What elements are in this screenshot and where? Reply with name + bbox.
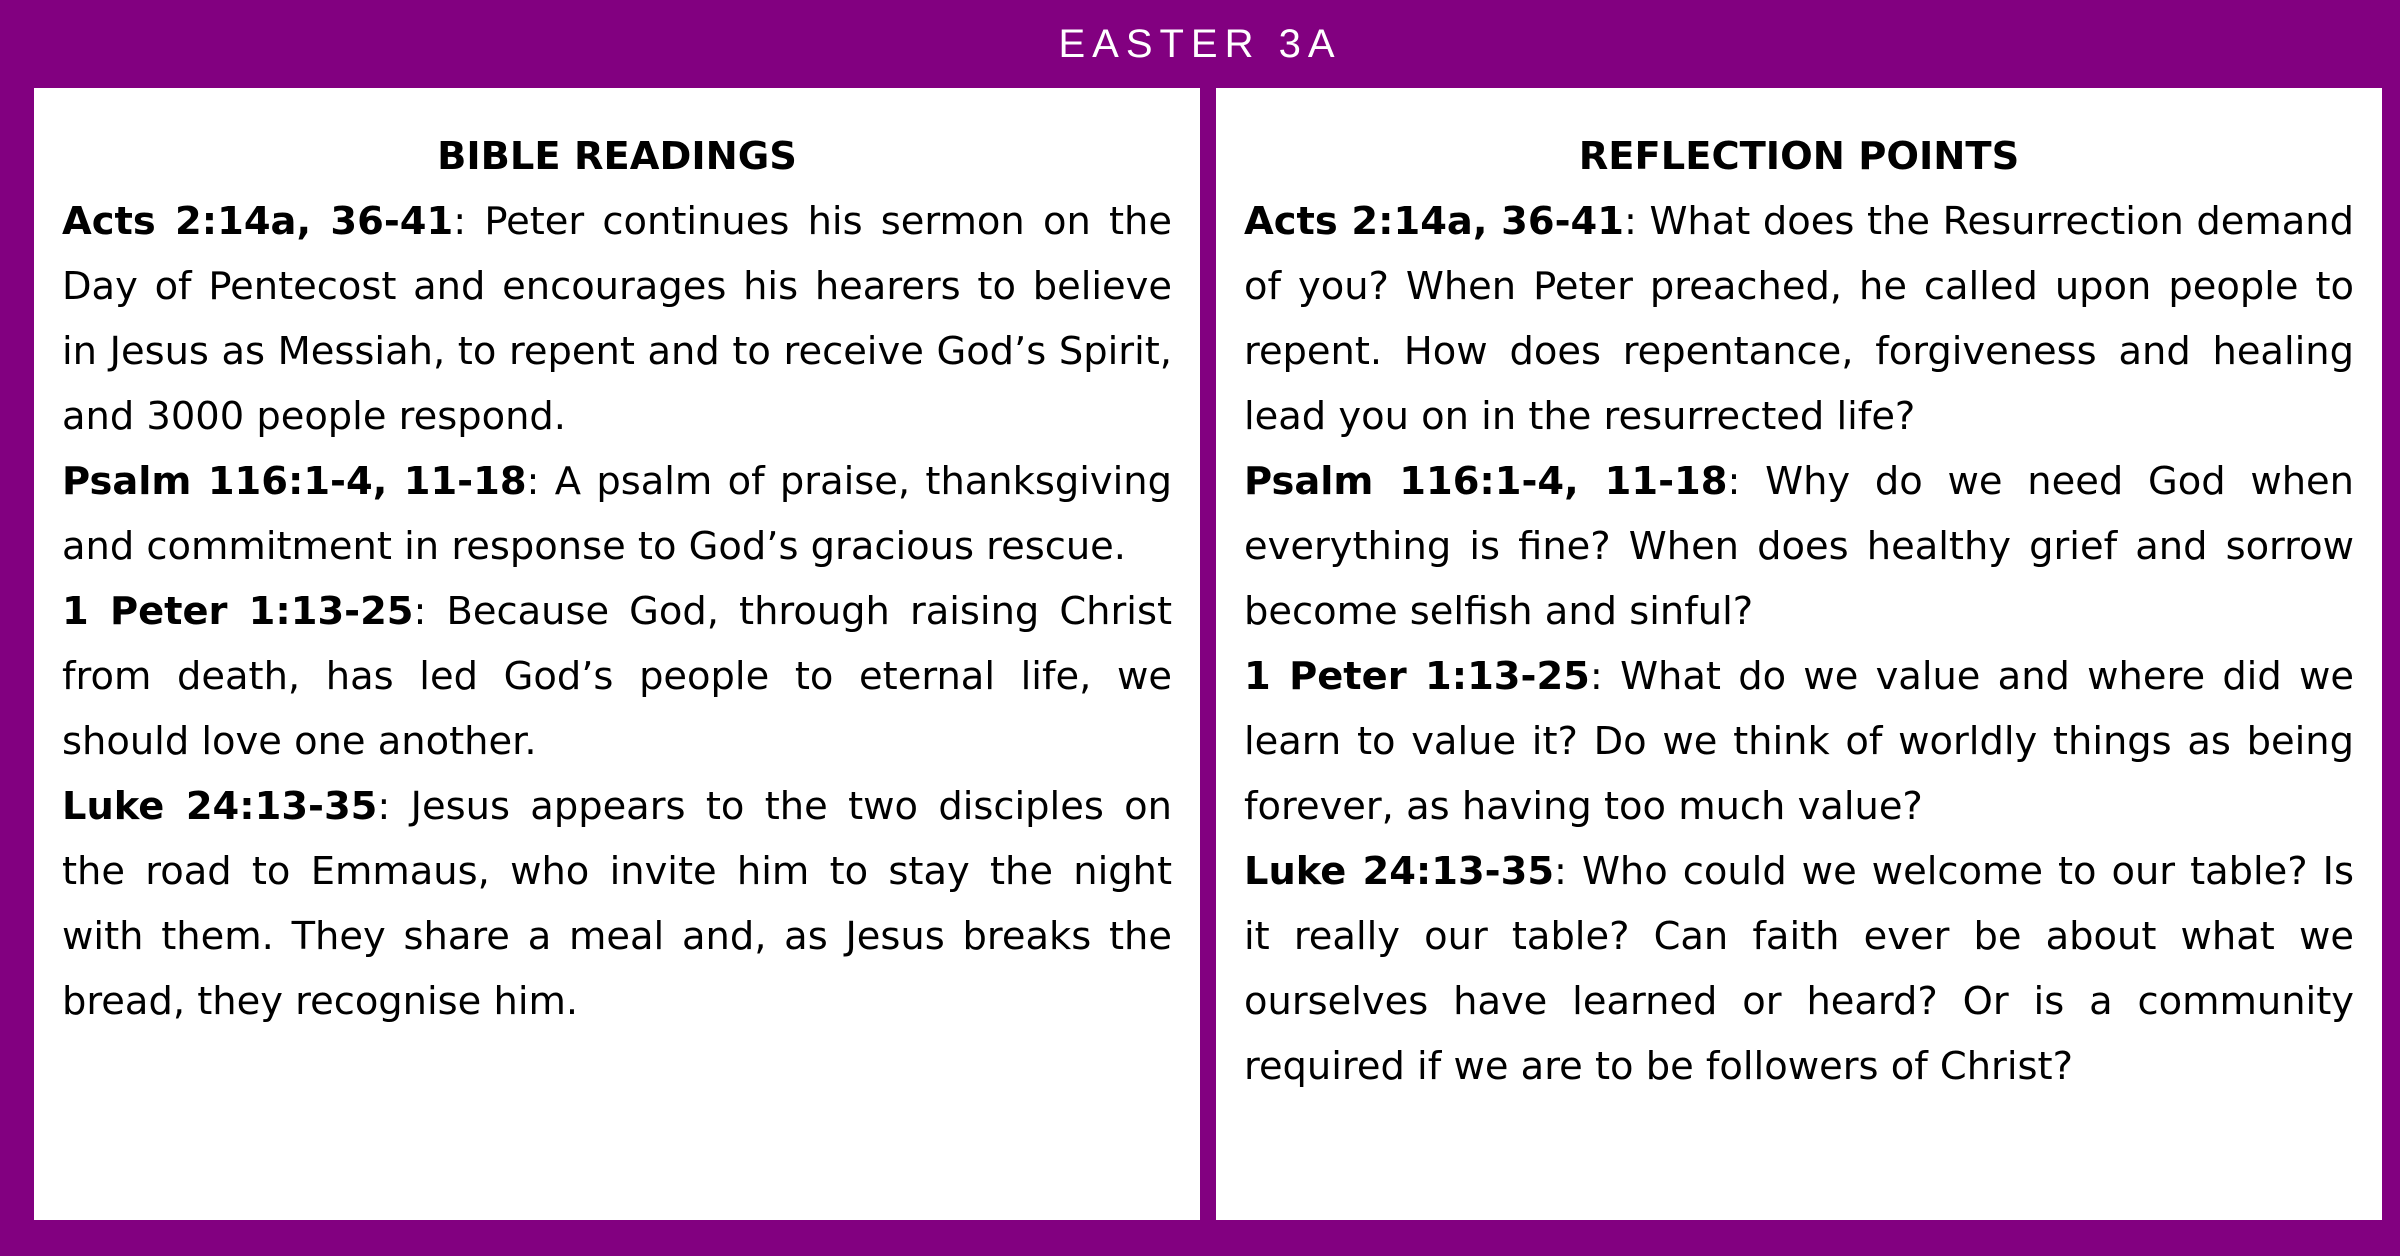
reflection-text: : Why do we need God when everything is fine? When does healthy grief and sorrow become selfish and sinful? — [1244, 459, 2355, 634]
reading-text: : Jesus appears to the two disciples on the road to Emmaus, who invite him to stay the night with them. They share a meal and, as Jesus breaks the bread, they recognise him. — [62, 784, 1172, 1024]
reading-reference: Acts 2:14a, 36-41 — [62, 199, 454, 244]
reading-text: : A psalm of praise, thanksgiving and commitment in response to God’s gracious rescue. — [62, 459, 1172, 569]
reflection-text: : Who could we welcome to our table? Is it really our table? Can faith ever be about what we ourselves have learned or heard? Or is a community required if we are to be followers of Christ? — [1244, 849, 2354, 1089]
reading-reference: Luke 24:13-35 — [62, 784, 378, 829]
reflection-entry — [1244, 189, 2354, 449]
reading-entry — [62, 579, 1172, 774]
reading-reference: 1 Peter 1:13-25 — [62, 589, 414, 634]
reflection-entry — [1244, 644, 2354, 839]
reading-reference: Psalm 116:1-4, 11-18 — [62, 459, 527, 504]
reflection-text: : What do we value and where did we learn to value it? Do we think of worldly things as being forever, as having too much value? — [1244, 654, 2354, 829]
reflection-reference: Acts 2:14a, 36-41 — [1244, 199, 1624, 244]
page-title: EASTER 3A — [1058, 21, 1342, 66]
bible-readings-panel — [34, 88, 1200, 1220]
reflection-text: : What does the Resurrection demand of you? When Peter preached, he called upon people to repent. How does repentance, forgiveness and healing lead you on in the resurrected life? — [1244, 199, 2354, 439]
reflection-reference: Psalm 116:1-4, 11-18 — [1244, 459, 1728, 504]
reflection-points-heading: REFLECTION POINTS — [1578, 134, 2020, 179]
reflection-points-panel — [1216, 88, 2382, 1220]
bible-readings-heading: BIBLE READINGS — [437, 134, 797, 179]
reading-text: : Because God, through raising Christ from death, has led God’s people to eternal life, we should love one another. — [62, 589, 1172, 764]
reflection-entry — [1244, 839, 2354, 1099]
reading-entry — [62, 189, 1172, 449]
reading-entry — [62, 774, 1172, 1034]
reading-entry — [62, 449, 1172, 579]
reflection-reference: 1 Peter 1:13-25 — [1244, 654, 1590, 699]
reflection-reference: Luke 24:13-35 — [1244, 849, 1555, 894]
reflection-entry — [1244, 449, 2354, 644]
reading-text: : Peter continues his sermon on the Day of Pentecost and encourages his hearers to believe in Jesus as Messiah, to repent and to receive God’s Spirit, and 3000 people respond. — [62, 199, 1172, 439]
